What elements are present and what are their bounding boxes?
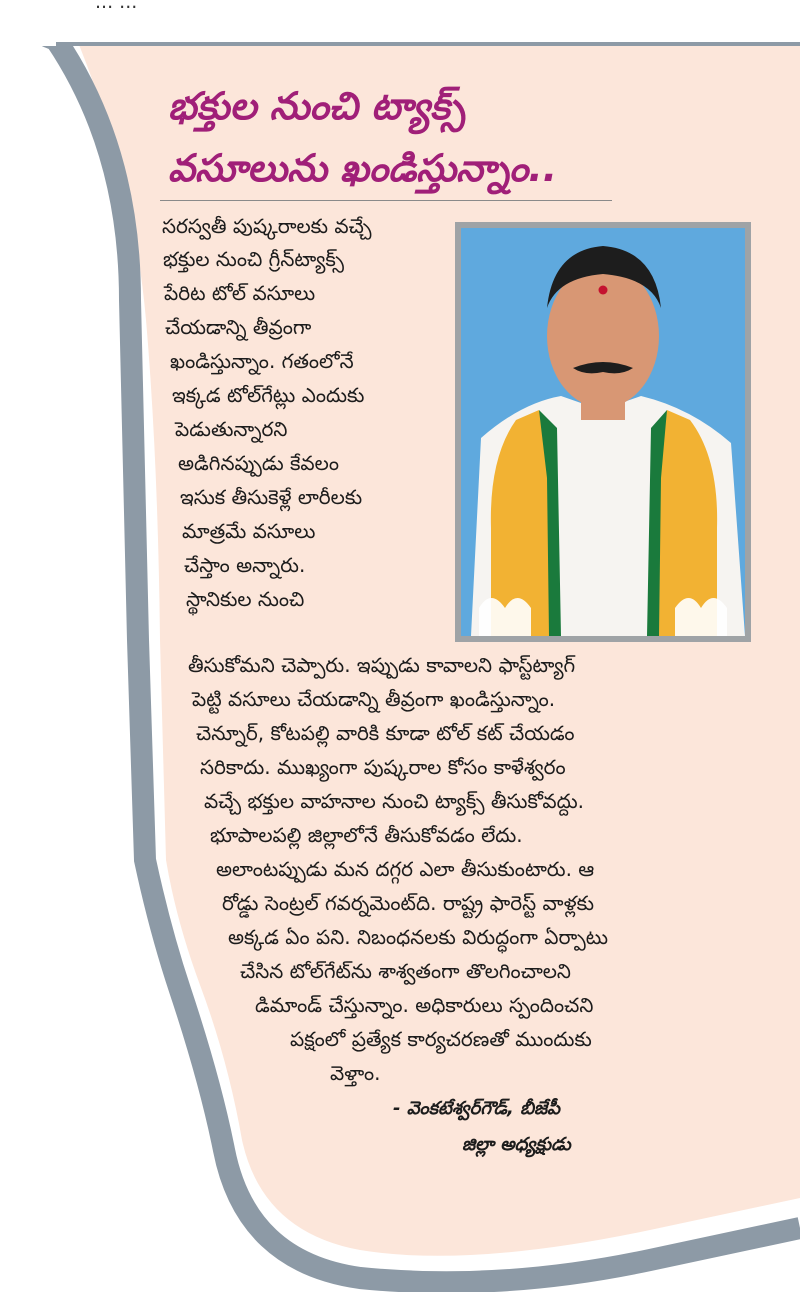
body-line: పెడుతున్నారని <box>175 417 288 441</box>
headline-line-2: వసూలును ఖండిస్తున్నాం.. <box>168 146 558 190</box>
body-line: చేయడాన్ని తీవ్రంగా <box>165 315 312 339</box>
body-line: ఖండిస్తున్నాం. గతంలోనే <box>170 349 354 373</box>
body-line: సరికాదు. ముఖ్యంగా పుష్కరాల కోసం కాళేశ్వరం <box>200 755 566 779</box>
body-line: చెన్నూర్, కోటపల్లి వారికి కూడా టోల్ కట్ చేయడం <box>196 721 575 745</box>
body-line: పేరిట టోల్ వసూలు <box>164 281 316 305</box>
body-line: భక్తుల నుంచి గ్రీన్‌ట్యాక్స్ <box>163 247 344 271</box>
body-line: రోడ్డు సెంట్రల్ గవర్నమెంట్‌ది. రాష్ట్ర ఫారెస్ట్ వాళ్లకు <box>222 891 594 915</box>
body-line: అలాంటప్పుడు మన దగ్గర ఎలా తీసుకుంటారు. ఆ <box>216 857 595 881</box>
body-line: ఇసుక తీసుకెళ్లే లారీలకు <box>180 485 363 509</box>
body-line: డిమాండ్ చేస్తున్నాం. అధికారులు స్పందించని <box>255 993 594 1017</box>
body-line: సరస్వతీ పుష్కరాలకు వచ్చే <box>162 214 372 238</box>
signature-name: - వెంకటేశ్వర్‌గౌడ్, బీజేపీ <box>393 1098 560 1119</box>
body-line: వెళ్తాం. <box>330 1061 381 1085</box>
portrait-photo <box>455 222 751 642</box>
body-line: అక్కడ ఏం పని. నిబంధనలకు విరుద్ధంగా ఏర్పాటు <box>228 925 609 949</box>
body-line: పెట్టి వసూలు చేయడాన్ని తీవ్రంగా ఖండిస్తున్నాం. <box>192 687 556 711</box>
body-line: మాత్రమే వసూలు <box>182 519 316 543</box>
body-line: స్థానికుల నుంచి <box>186 587 305 611</box>
body-line: పక్షంలో ప్రత్యేక కార్యచరణతో ముందుకు <box>290 1027 592 1051</box>
body-line: చేస్తాం అన్నారు. <box>184 553 306 577</box>
headline-divider <box>160 200 612 201</box>
body-line: చేసిన టోల్‌గేట్‌ను శాశ్వతంగా తొలగించాలని <box>240 959 571 983</box>
body-line: వచ్చే భక్తుల వాహనాల నుంచి ట్యాక్స్ తీసుకోవద్దు. <box>204 789 585 813</box>
previous-article-text: ... ... <box>95 0 138 13</box>
body-line: తీసుకోమని చెప్పారు. ఇప్పుడు కావాలని ఫాస్ట్‌ట్యాగ్ <box>188 653 576 677</box>
headline-line-1: భక్తుల నుంచి ట్యాక్స్ <box>168 84 466 128</box>
body-line: అడిగినప్పుడు కేవలం <box>178 451 339 475</box>
body-line: ఇక్కడ టోల్‌గేట్లు ఎందుకు <box>172 383 365 407</box>
signature-title: జిల్లా అధ్యక్షుడు <box>462 1134 571 1155</box>
body-line: భూపాలపల్లి జిల్లాలోనే తీసుకోవడం లేదు. <box>210 823 523 847</box>
